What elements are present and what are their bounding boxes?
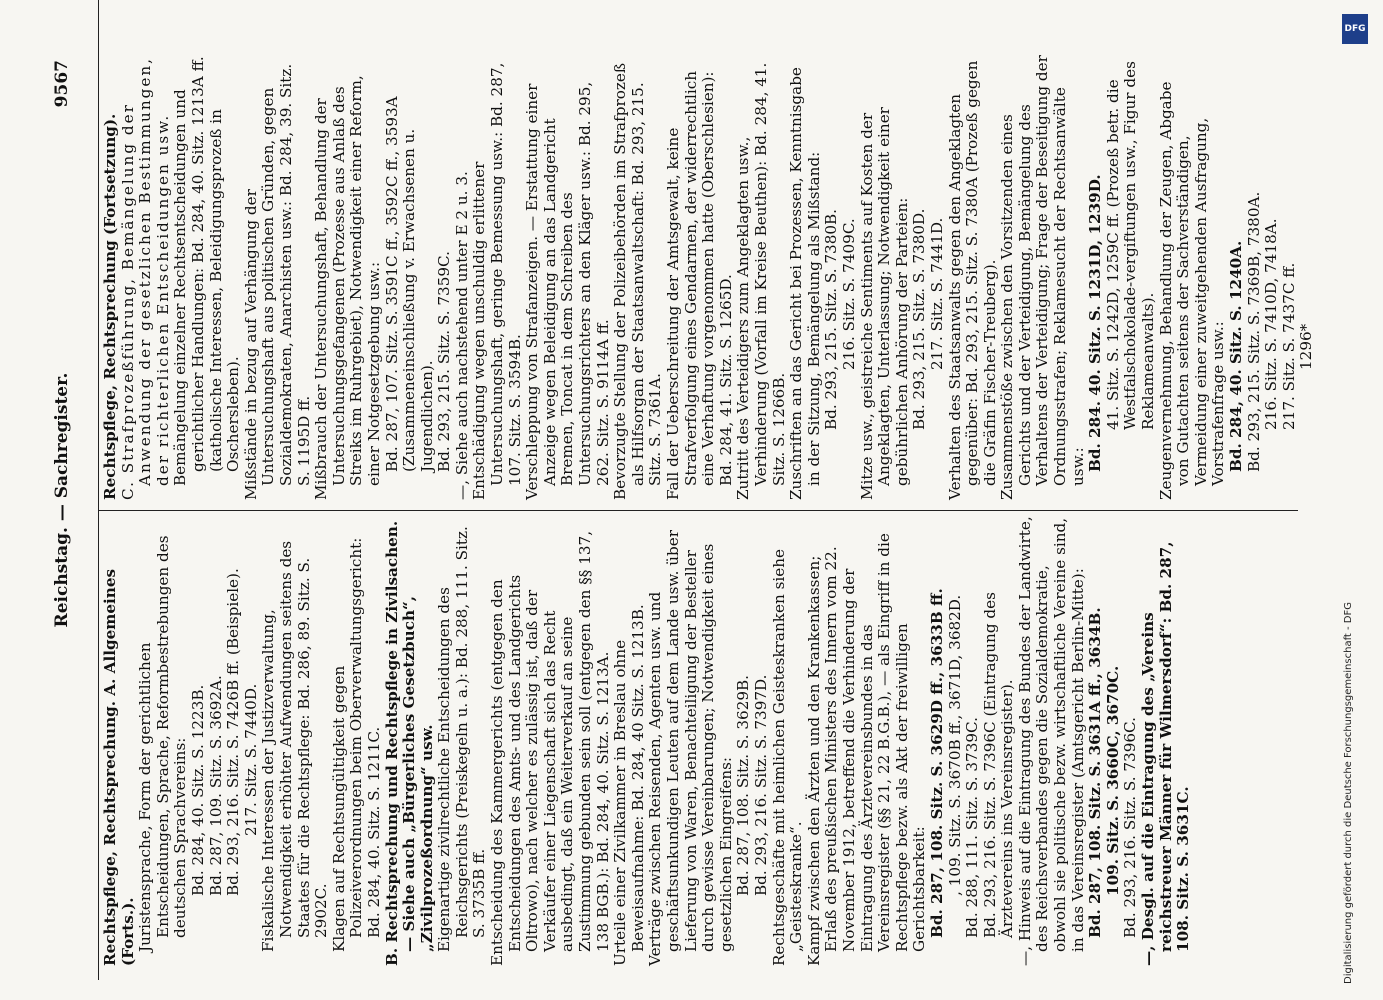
index-entry: Fall der Ueberschreitung der Amtsgewalt, keine Strafverfolgung eines Gendarmen, der widerrechtlich eine Verhaftung vorgenommen hatte (Oberschlesien): Bd. 284, 41. Sitz. S. 1265D. — [664, 71, 735, 500]
reference: Bd. 288, 111. Sitz. S. 3739C. — [963, 717, 982, 938]
index-entry: Entscheidung des Kammergerichts (entgegen den Entscheidungen des Amts- und des Landgerichts Oltrowo), nach welcher es zulässig ist, daß der Verkäufer einer Liegenschaft sich das Recht ausbedingt, daß ein Weiterverkauf an seine Zustimmung gebunden sein soll (entgegen den §§ 137, 138 BGB.): Bd. 284, 40. Sitz. S. 1213A. — [488, 530, 612, 966]
index-entry: Zeugenvernehmung, Behandlung der Zeugen, Abgabe von Gutachten seitens der Sachverständigen, Vermeidung einer zuweitgehenden Ausfragung, Vorstrafenfrage usw.: — [1156, 81, 1228, 500]
reference: Bd. 293, 215. Sitz. S. 7380B. — [822, 208, 841, 430]
reference: Bd. 293, 216. Sitz. S. 7426B ff. (Beispiele). — [224, 568, 243, 896]
reference: Bd. 293, 216. Sitz. S. 7396C. — [1121, 717, 1140, 938]
reference: Bd. 293, 215. Sitz. S. 7380D. — [910, 208, 929, 430]
index-entry: Zuschriften an das Gericht bei Prozessen, Kenntnisgabe in der Sitzung, Bemängelung als Mißstand: — [787, 67, 823, 500]
index-entry: Zutritt des Verteidigers zum Angeklagten usw., Verhinderung (Vorfall im Kreise Beuthen): Bd. 284, 41. Sitz. S. 1266B. — [734, 62, 788, 500]
reference: Bd. 287, 107. Sitz. S. 3591C ff., 3592C ff., 3593A (Zusammeneinschließung v. Erwachsenen u. Jugendlichen). — [382, 96, 436, 472]
reference: 217. Sitz. S. 7440D. — [241, 683, 260, 836]
index-entry: Juristensprache, Form der gerichtlichen Entscheidungen, Sprache, Reformbestrebungen des deutschen Sprachvereins: — [136, 535, 190, 952]
dfg-funding-note: Digitalisierung gefördert durch die Deutsche Forschungsgemeinschaft - DFG — [1343, 601, 1354, 984]
index-entry: —, Desgl. auf die Eintragung des „Vereins reichstreuer Männer für Wilmersdorf“: Bd. 287, 108. Sitz. S. 3631C. — [1139, 541, 1193, 966]
reference: Bd. 284. 40. Sitz. S. 1231D, 1239D. — [1086, 174, 1105, 472]
index-entry: Urteile einer Zivilkammer in Breslau ohne Beweisaufnahme: Bd. 284, 40 Sitz. S. 1213B. — [611, 604, 647, 966]
reference: Bd. 287, 108. Sitz. S. 3629B. — [734, 674, 753, 896]
index-entry: Mitze usw., geistreiche Sentiments auf Kosten der Angeklagten, Unterlassung; Notwendigkeit einer gebührlichen Anhörung der Parteien: — [857, 107, 911, 500]
index-entry: Mißbrauch der Untersuchungshaft, Behandlung der Untersuchungsgefangenen (Prozesse aus Anlaß des Streiks im Ruhrgebiet), Notwendigkeit einer Reform, einer Notgesetzgebung usw.: — [312, 75, 383, 500]
reference: Bd. 287, 109. Sitz. S. 3692A. — [206, 675, 225, 896]
subsection-heading: C. Strafprozeßführung, Bemängelung der Anwendung der gesetzlichen Bestimmungen, der richterlichen Entscheidungen usw. — [118, 57, 172, 500]
index-entry: Rechtsgeschäfte mit heimlichen Geisteskranken siehe „Geisteskranke“. — [769, 549, 806, 966]
header-rule — [98, 0, 99, 980]
reference: , 109. Sitz. S. 3670B ff., 3671D, 3682D. — [945, 594, 964, 896]
page-header — [36, 0, 76, 1000]
index-entry: Klagen auf Rechtsungültigkeit gegen Polizeiverordnungen beim Oberverwaltungsgericht: Bd. 284, 40. Sitz. S. 1211C. — [329, 537, 383, 952]
reference: 217. Sitz. S. 7441D. — [927, 217, 946, 370]
index-entry: Mißstände in bezug auf Verhängung der Untersuchungshaft aus politischen Gründen, gegen Sozialdemokraten, Anarchisten usw.: Bd. 284, 39. Sitz. S. 1195D ff. — [241, 63, 313, 500]
reference: Bd. 287, 108. Sitz. S. 3631A ff., 3634B. — [1086, 607, 1105, 938]
reference: Bd. 293, 216. Sitz. S. 7397D. — [751, 674, 770, 896]
section-heading: Rechtspflege, Rechtsprechung (Fortsetzung). — [101, 113, 119, 500]
index-entry: Entschädigung wegen unschuldig erlittener Untersuchungshaft, geringe Bemessung usw.: Bd. 287, 107. Sitz. S. 3594B. — [470, 62, 524, 500]
index-entry: Verhalten des Staatsanwalts gegen den Angeklagten gegenüber: Bd. 293, 215. Sitz. S. 7380A (Prozeß gegen die Gräfin Fischer-Treuberg). — [945, 60, 999, 500]
page-number: 9567 — [52, 60, 72, 108]
index-entry: Kampf zwischen den Ärzten und den Krankenkassen; Erlaß des preußischen Ministers des Innern vom 22. November 1912, betreffend die Verhinderung der Eintragung des Ärztevereinsbundes in das Vereinsregister (§§ 21, 22 B.G.B.), — als Eingriff in die Rechtspflege bezw. als Akt der freiwilligen Gerichtsbarkeit: — [804, 533, 929, 966]
reference: 109. Sitz. S. 3660C, 3670C. — [1103, 665, 1122, 896]
left-column — [102, 516, 1193, 966]
index-entry: Bemängelung einzelner Rechtsentscheidungen und gerichtlicher Handlungen: Bd. 284, 40. Sitz. 1213A ff. (katholische Interessen, Beleidigungsprozeß in Oschersleben). — [171, 56, 243, 486]
section-heading: Rechtspflege, Rechtsprechung. A. Allgemeines (Forts.). — [101, 568, 137, 966]
reference: Bd. 293, 215. Sitz. S. 7359C. — [435, 251, 454, 472]
subsection-heading: B. Rechtsprechung und Rechtspflege in Zivilsachen. — Siehe auch „Bürgerliches Gesetzbuch“, „Zivilprozeßordnung“ usw. — [382, 520, 436, 966]
reference: 216. Sitz. S. 7410D, 7418A. — [1262, 218, 1281, 430]
page-signature: 1296* — [1297, 323, 1316, 370]
dfg-logo: DFG — [1342, 14, 1368, 44]
running-title: Reichstag. — Sachregister. — [52, 372, 72, 628]
index-entry: Bevorzugte Stellung der Polizeibehörden im Strafprozeß als Hilfsorgan der Staatsanwaltschaft: Bd. 293, 215. Sitz. S. 7361A. — [611, 63, 665, 500]
index-entry: Fiskalische Interessen der Justizverwaltung, Notwendigkeit erhöhter Aufwendungen seitens des Staates für die Rechtspflege: Bd. 286, 89. Sitz. S. 2902C. — [259, 540, 331, 952]
reference: 41. Sitz. S. 1242D, 1259C ff. (Prozeß betr. die Westfalschokolade-vergiftungen usw., Figur des Reklameanwalts). — [1103, 61, 1158, 430]
reference: 216. Sitz. S. 7409C. — [839, 218, 858, 370]
dfg-stamp — [1341, 8, 1379, 992]
reference: Bd. 284, 40. Sitz. S. 1240A. — [1227, 240, 1245, 472]
index-entry: —, Siehe auch nachstehend unter E 2 u. 3. — [452, 171, 471, 500]
index-entry: Verschleppung von Strafanzeigen. — Erstattung einer Anzeige wegen Beleidigung an das Landgericht Bremen, Toncat in dem Schreiben des Untersuchungsrichters an den Kläger usw.: Bd. 295, 262. Sitz. S. 9114A ff. — [523, 81, 612, 500]
reference: Bd. 287, 108. Sitz. S. 3629D ff., 3633B ff. — [927, 588, 946, 938]
reference: 217. Sitz. S. 7437C ff. — [1279, 262, 1298, 430]
column-divider — [98, 510, 1298, 511]
reference: Bd. 284, 40. Sitz. S. 1223B. — [188, 684, 207, 896]
index-entry: Zusammenstöße zwischen den Vorsitzenden eines Gerichts und der Verteidigung, Bemängelung des Verhaltens der Verteidigung; Frage der Beseitigung der Ordnungsstrafen; Reklamesucht der Rechtsanwälte usw.: — [998, 55, 1087, 500]
index-entry: —, Hinweis auf die Eintragung des Bundes der Landwirte, des Reichsverbandes gegen die Sozialdemokratie, obwohl sie politische bezw. wirtschaftliche Vereine sind, in das Vereinsregister (Amtsgericht Berlin-Mitte): — [1015, 516, 1087, 966]
right-column — [102, 50, 1316, 500]
reference: Bd. 293, 215. Sitz. S. 7369B, 7380A. — [1244, 191, 1263, 472]
index-entry: Eigenartige zivilrechtliche Entscheidungen des Reichsgerichts (Preiskegeln u. a.): Bd. 288, 111. Sitz. S. 3735B ff. — [435, 526, 489, 952]
reference: Bd. 293, 216. Sitz. S. 7396C (Eintragung des Ärztevereins ins Vereinsregister). — [980, 592, 1017, 938]
index-entry: Verträge zwischen Reisenden, Agenten usw. und geschäftsunkundigen Leuten auf dem Lande usw. über Lieferung von Waren, Benachteiligung der Besteller durch gewisse Vereinbarungen; Notwendigkeit eines gesetzlichen Eingreifens: — [646, 529, 735, 966]
